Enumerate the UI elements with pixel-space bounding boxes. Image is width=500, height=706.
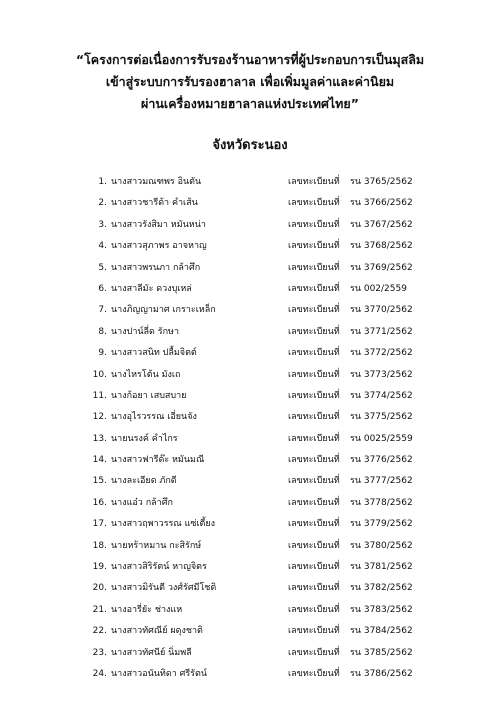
- record-name: นางสาวรังสิมา หมันหน่า: [111, 219, 206, 230]
- record-name: นางสาวมิรันตี วงศ์รัศมีโชติ: [111, 583, 217, 594]
- registration-label: เลขทะเบียนที่: [288, 369, 340, 380]
- title-line-3: ผ่านเครื่องหมายฮาลาลแห่งประเทศไทย”: [141, 96, 359, 111]
- record-number: 17.: [92, 519, 107, 530]
- records-list: [0, 172, 500, 685]
- registration-label: เลขทะเบียนที่: [288, 433, 340, 444]
- registration-label: เลขทะเบียนที่: [288, 348, 340, 359]
- list-item: [0, 279, 500, 300]
- registration-number: รน 3786/2562: [350, 668, 413, 679]
- registration-number: รน 3765/2562: [350, 177, 413, 187]
- list-item: [0, 407, 500, 428]
- record-number: 13.: [92, 433, 107, 444]
- record-number: 7.: [98, 305, 107, 316]
- registration-number: รน 3781/2562: [350, 562, 413, 573]
- record-number: 16.: [92, 497, 107, 508]
- title-line-2: เข้าสู่ระบบการรับรองฮาลาล เพื่อเพิ่มมูลค่าและค่านิยม: [105, 74, 395, 89]
- registration-label: เลขทะเบียนที่: [288, 390, 340, 401]
- list-item: [0, 514, 500, 535]
- record-name: นางสาวสิริรัตน์ หาญจิตร: [111, 562, 207, 573]
- list-item: [0, 429, 500, 450]
- registration-number: รน 0025/2559: [350, 433, 413, 444]
- registration-label: เลขทะเบียนที่: [288, 647, 340, 658]
- registration-label: เลขทะเบียนที่: [288, 219, 340, 230]
- registration-number: รน 3777/2562: [350, 476, 413, 487]
- registration-number: รน 3780/2562: [350, 540, 413, 551]
- registration-number: รน 3775/2562: [350, 412, 413, 423]
- record-number: 18.: [92, 540, 107, 551]
- registration-number: รน 3772/2562: [350, 348, 413, 359]
- record-number: 2.: [98, 198, 107, 209]
- record-name: นางปาน์ลี่ด รักษา: [111, 326, 180, 337]
- registration-number: รน 3783/2562: [350, 604, 413, 615]
- record-number: 24.: [92, 668, 107, 679]
- list-item: [0, 300, 500, 321]
- record-name: นายหร้าหมาน กะสิรักษ์: [111, 540, 202, 551]
- record-name: นางสาวทัศนีย์ นิ่มพลี: [111, 647, 192, 658]
- registration-label: เลขทะเบียนที่: [288, 262, 340, 273]
- registration-label: เลขทะเบียนที่: [288, 455, 340, 466]
- registration-number: รน 3784/2562: [350, 626, 413, 637]
- record-name: นางสาวชารีด้า คำเส้น: [111, 198, 198, 209]
- record-name: นางสาวทัศณีย์ ผดุงชาติ: [111, 626, 203, 637]
- record-name: นางอุไรวรรณ เอี่ยนจัง: [111, 412, 197, 423]
- list-item: [0, 621, 500, 642]
- registration-label: เลขทะเบียนที่: [288, 562, 340, 573]
- record-number: 20.: [92, 583, 107, 594]
- province-heading: จังหวัดระนอง: [212, 138, 288, 153]
- registration-label: เลขทะเบียนที่: [288, 626, 340, 637]
- list-item: [0, 471, 500, 492]
- record-number: 1.: [98, 177, 107, 187]
- record-name: นางสาลีมัะ ดวงบุเหล่: [111, 283, 192, 294]
- title-line-1: “โครงการต่อเนื่องการรับรองร้านอาหารที่ผู้ประกอบการเป็นมุสลิม: [75, 52, 425, 67]
- registration-number: รน 3767/2562: [350, 219, 413, 230]
- list-item: [0, 172, 500, 193]
- record-name: นางสาวมณฑพร อินตัน: [111, 177, 202, 187]
- registration-label: เลขทะเบียนที่: [288, 283, 340, 294]
- record-number: 19.: [92, 562, 107, 573]
- registration-label: เลขทะเบียนที่: [288, 668, 340, 679]
- record-number: 10.: [92, 369, 107, 380]
- list-item: [0, 258, 500, 279]
- registration-number: รน 3782/2562: [350, 583, 413, 594]
- registration-number: รน 3769/2562: [350, 262, 413, 273]
- record-number: 6.: [98, 283, 107, 294]
- registration-label: เลขทะเบียนที่: [288, 476, 340, 487]
- list-item: [0, 643, 500, 664]
- record-name: นางก้อยา เสบสบาย: [111, 390, 187, 401]
- registration-number: รน 3778/2562: [350, 497, 413, 508]
- registration-number: รน 3776/2562: [350, 455, 413, 466]
- list-item: [0, 215, 500, 236]
- registration-number: รน 3771/2562: [350, 326, 413, 337]
- list-item: [0, 600, 500, 621]
- record-number: 12.: [92, 412, 107, 423]
- registration-label: เลขทะเบียนที่: [288, 604, 340, 615]
- record-number: 5.: [98, 262, 107, 273]
- registration-number: รน 3766/2562: [350, 198, 413, 209]
- registration-label: เลขทะเบียนที่: [288, 497, 340, 508]
- record-number: 8.: [98, 326, 107, 337]
- list-item: [0, 386, 500, 407]
- registration-number: รน 002/2559: [350, 283, 407, 294]
- record-name: นางสาวอนันทิดา ศรีรัตน์: [111, 668, 207, 679]
- record-number: 15.: [92, 476, 107, 487]
- list-item: [0, 193, 500, 214]
- list-item: [0, 322, 500, 343]
- record-name: นางไหรโต้น มังเถ: [111, 369, 181, 380]
- record-number: 14.: [92, 455, 107, 466]
- record-number: 4.: [98, 241, 107, 252]
- registration-label: เลขทะเบียนที่: [288, 519, 340, 530]
- record-number: 9.: [98, 348, 107, 359]
- record-name: นางสาวสุภาพร อาจหาญ: [111, 241, 207, 252]
- list-item: [0, 557, 500, 578]
- registration-label: เลขทะเบียนที่: [288, 241, 340, 252]
- list-item: [0, 493, 500, 514]
- record-number: 23.: [92, 647, 107, 658]
- record-name: นางสาวฤพาวรรณ แซ่เตี้ยง: [111, 519, 216, 530]
- registration-number: รน 3774/2562: [350, 390, 413, 401]
- list-item: [0, 578, 500, 599]
- registration-number: รน 3785/2562: [350, 647, 413, 658]
- registration-label: เลขทะเบียนที่: [288, 177, 340, 187]
- record-name: นางสาวพรนภา กล้าศึก: [111, 262, 201, 273]
- record-number: 3.: [98, 219, 107, 230]
- registration-number: รน 3770/2562: [350, 305, 413, 316]
- record-number: 22.: [92, 626, 107, 637]
- record-number: 21.: [92, 604, 107, 615]
- list-item: [0, 365, 500, 386]
- record-name: นางละเอียด ภักดี: [111, 476, 177, 487]
- record-number: 11.: [92, 390, 107, 401]
- record-name: นางอารี่ยัะ ช่างแห: [111, 604, 183, 615]
- list-item: [0, 343, 500, 364]
- list-item: [0, 236, 500, 257]
- registration-number: รน 3768/2562: [350, 241, 413, 252]
- record-name: นางสาวสนิท ปลื้มจิตต์: [111, 348, 197, 359]
- record-name: นางแอ๋ว กล้าศึก: [111, 497, 173, 508]
- registration-label: เลขทะเบียนที่: [288, 583, 340, 594]
- registration-label: เลขทะเบียนที่: [288, 305, 340, 316]
- registration-number: รน 3779/2562: [350, 519, 413, 530]
- record-name: นายนรงค์ คำไกร: [111, 433, 178, 444]
- record-name: นางภิญญามาศ เกราะเหล็ก: [111, 305, 216, 316]
- registration-label: เลขทะเบียนที่: [288, 326, 340, 337]
- registration-label: เลขทะเบียนที่: [288, 540, 340, 551]
- registration-label: เลขทะเบียนที่: [288, 198, 340, 209]
- list-item: [0, 664, 500, 685]
- record-name: นางสาวฟารีด๊ะ หมันมณี: [111, 455, 205, 466]
- list-item: [0, 450, 500, 471]
- registration-number: รน 3773/2562: [350, 369, 413, 380]
- list-item: [0, 536, 500, 557]
- registration-label: เลขทะเบียนที่: [288, 412, 340, 423]
